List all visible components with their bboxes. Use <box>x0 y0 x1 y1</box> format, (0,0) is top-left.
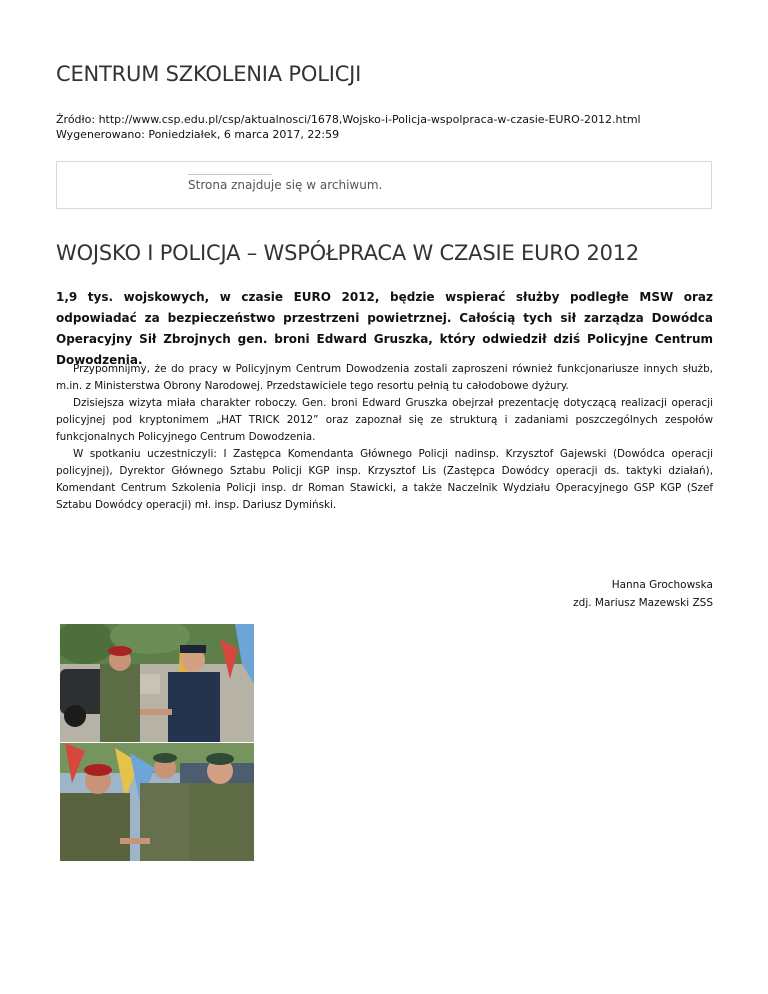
photo-handshake-police <box>60 624 254 742</box>
source-line: Źródło: http://www.csp.edu.pl/csp/aktualnosci/1678,Wojsko-i-Policja-wspolpraca-w-czasie-EURO-2012.html <box>56 113 641 126</box>
archive-notice: Strona znajduje się w archiwum. <box>188 178 383 192</box>
photo-credit: zdj. Mariusz Mazewski ZSS <box>573 596 713 609</box>
generated-line: Wygenerowano: Poniedziałek, 6 marca 2017, 22:59 <box>56 128 340 141</box>
archive-notice-box <box>56 161 712 209</box>
site-title: CENTRUM SZKOLENIA POLICJI <box>56 62 362 86</box>
document-meta <box>56 112 641 142</box>
article-paragraph: Dzisiejsza wizyta miała charakter roboczy. Gen. broni Edward Gruszka obejrzał prezentację dotyczącą realizacji operacji policyjnej pod kryptonimem „HAT TRICK 2012” oraz zapoznał się ze strukturą i zadaniami poszczególnych zespołów funkcjonalnych Policyjnego Centrum Dowodzenia. <box>56 397 713 443</box>
archive-divider <box>188 174 272 175</box>
article-body <box>56 361 713 514</box>
article-title: WOJSKO I POLICJA – WSPÓŁPRACA W CZASIE EURO 2012 <box>56 241 640 265</box>
author-name: Hanna Grochowska <box>611 579 713 591</box>
article-signature <box>400 577 713 612</box>
article-paragraph: Przypomnijmy, że do pracy w Policyjnym Centrum Dowodzenia zostali zaproszeni również funkcjonariusze innych służb, m.in. z Ministerstwa Obrony Narodowej. Przedstawiciele tego resortu pełnią tu całodobowe dyżury. <box>56 363 713 392</box>
article-lead: 1,9 tys. wojskowych, w czasie EURO 2012, będzie wspierać służby podległe MSW oraz odpowiadać za bezpieczeństwo przestrzeni powietrznej. Całością tych sił zarządza Dowódca Operacyjny Sił Zbrojnych gen. broni Edward Gruszka, który odwiedził dziś Policyjne Centrum Dowodzenia. <box>56 290 713 367</box>
article-paragraph: W spotkaniu uczestniczyli: I Zastępca Komendanta Głównego Policji nadinsp. Krzysztof Gajewski (Dowódca operacji policyjnej), Dyrektor Głównego Sztabu Policji KGP insp. Krzysztof Lis (Zastępca Dowódcy operacji ds. taktyki działań), Komendant Centrum Szkolenia Policji insp. dr Roman Stawicki, a także Naczelnik Wydziału Operacyjnego GSP KGP (Szef Sztabu Dowódcy operacji) mł. insp. Dariusz Dymiński. <box>56 448 713 511</box>
photo-handshake-soldiers <box>60 743 254 861</box>
